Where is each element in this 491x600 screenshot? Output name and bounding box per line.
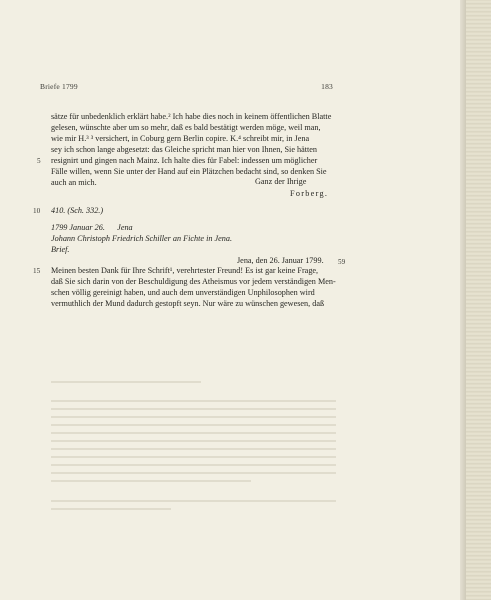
body-line: sey ich schon lange abgesetzt: das Gleiche spricht man hier von Ihnen, Sie hätten: [51, 145, 318, 154]
line-number: 5: [37, 157, 41, 165]
line-number: 15: [33, 267, 41, 275]
body-line: Fälle willen, wenn Sie unter der Hand auf ein Plätzchen bedacht sind, so denken Sie: [51, 167, 327, 176]
page-number: 183: [321, 82, 333, 91]
entry-date-place: 1799 Januar 26. Jena: [51, 223, 133, 232]
body-line: auch an mich.: [51, 178, 97, 187]
letter-line: vermuthlich der Mund dadurch gestopft seyn. Nur wäre zu wünschen gewesen, daß: [51, 299, 325, 308]
letter-line: schen völlig gereinigt haben, und auch dem unverständigen Unphilosophen wird: [51, 288, 315, 297]
margin-reference: 59: [338, 258, 346, 266]
book-side-edge: [466, 0, 491, 600]
closing-greeting: Ganz der Ihrige: [255, 177, 307, 186]
letter-line: Meinen besten Dank für Ihre Schrift¹, verehrtester Freund! Es ist gar keine Frage,: [51, 266, 319, 275]
line-number: 10: [33, 207, 41, 215]
letter-line: daß Sie sich darin von der Beschuldigung des Atheismus vor jedem verständigen Men-: [51, 277, 336, 286]
body-line: gelesen, wünschte aber um so mehr, daß es bald bestätigt werden möge, weil man,: [51, 123, 321, 132]
body-line: sätze für unbedenklich erklärt habe.² Ich habe dies noch in keinem öffentlichen Blatte: [51, 112, 332, 121]
letter-dateline: Jena, den 26. Januar 1799.: [237, 256, 324, 265]
signature: Forberg.: [290, 189, 329, 198]
running-title: Briefe 1799: [40, 82, 78, 91]
body-line: wie mir H.³ ³ versichert, in Coburg gern Berlin copire. K.⁴ schreibt mir, in Jena: [51, 134, 310, 143]
entry-correspondents: Johann Christoph Friedrich Schiller an Fichte in Jena.: [51, 234, 233, 243]
body-line: resignirt und gingen nach Mainz. Ich halte dies für Fabel: indessen um möglicher: [51, 156, 318, 165]
entry-number: 410. (Sch. 332.): [51, 206, 104, 215]
entry-kind: Brief.: [51, 245, 70, 254]
